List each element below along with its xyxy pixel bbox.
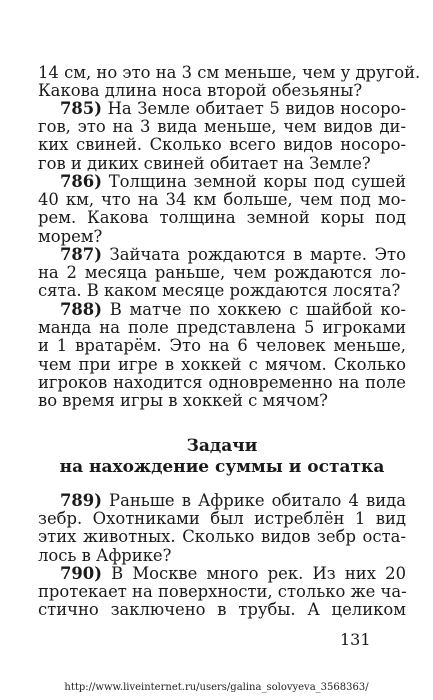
problem-789 (38, 492, 406, 565)
text-line: сята. В каком месяце рождаются лосята? (38, 281, 401, 301)
text-line: гов, это на 3 вида меньше, чем видов ди- (38, 117, 406, 137)
text-line: 14 см, но это на 3 см меньше, чем у другой. (38, 63, 421, 82)
text-line: 787) Зайчата рождаются в марте. Это (60, 245, 406, 264)
text-line: Какова длина носа второй обезьяны? (38, 81, 363, 101)
text-line: ких свиней. Сколько всего видов носоро- (38, 135, 406, 155)
text-line: 790) В Москве много рек. Из них 20 (60, 564, 406, 583)
problem-number: 786) (60, 172, 102, 191)
problem-790 (38, 565, 406, 620)
text-line: лось в Африке? (38, 545, 172, 565)
problem-number: 789) (60, 491, 102, 510)
problem-number: 788) (60, 300, 102, 319)
problem-787 (38, 246, 406, 301)
text-line: 789) Раньше в Африке обитало 4 вида (60, 491, 406, 510)
heading-line-2: на нахождение суммы и остатка (59, 457, 385, 477)
text-line: во время игры в хоккей с мячом? (38, 391, 328, 411)
section-heading (38, 436, 406, 478)
problem-number: 790) (60, 564, 102, 583)
text-line: рем. Какова толщина земной коры под (38, 208, 406, 228)
problem-786 (38, 173, 406, 246)
text-line: и 1 вратарём. Это на 6 человек меньше, (38, 336, 406, 356)
text-line: стично заключено в трубы. А целиком (38, 600, 406, 620)
text-line: зебр. Охотниками был истреблён 1 вид (38, 509, 406, 529)
text-line: морем? (38, 226, 103, 246)
text-line: 40 км, что на 34 км больше, чем под мо- (38, 190, 406, 210)
text-line: 786) Толщина земной коры под сушей (60, 172, 406, 191)
text-line: манда на поле представлена 5 игроками (38, 318, 406, 338)
text-line: чем при игре в хоккей с мячом. Сколько (38, 354, 406, 374)
page-number: 131 (340, 630, 371, 649)
problem-788 (38, 301, 406, 410)
text-line: этих животных. Сколько видов зебр оста- (38, 527, 406, 547)
problem-number: 785) (60, 99, 102, 118)
text-line: игроков находится одновременно на поле (38, 372, 406, 392)
text-line: на 2 месяца раньше, чем рождаются ло- (38, 263, 406, 283)
heading-line-1: Задачи (186, 436, 258, 456)
text-line: гов и диких свиней обитает на Земле? (38, 153, 371, 173)
text-line: протекает на поверхности, столько же ча- (38, 582, 407, 602)
watermark-url: http://www.liveinternet.ru/users/galina_solovyeva_3568363/ (64, 682, 369, 693)
text-line: 788) В матче по хоккею с шайбой ко- (60, 300, 407, 319)
paragraph-continuation (38, 63, 421, 101)
text-line: 785) На Земле обитает 5 видов носоро- (60, 99, 406, 118)
problem-number: 787) (60, 245, 102, 264)
problem-785 (38, 100, 406, 173)
